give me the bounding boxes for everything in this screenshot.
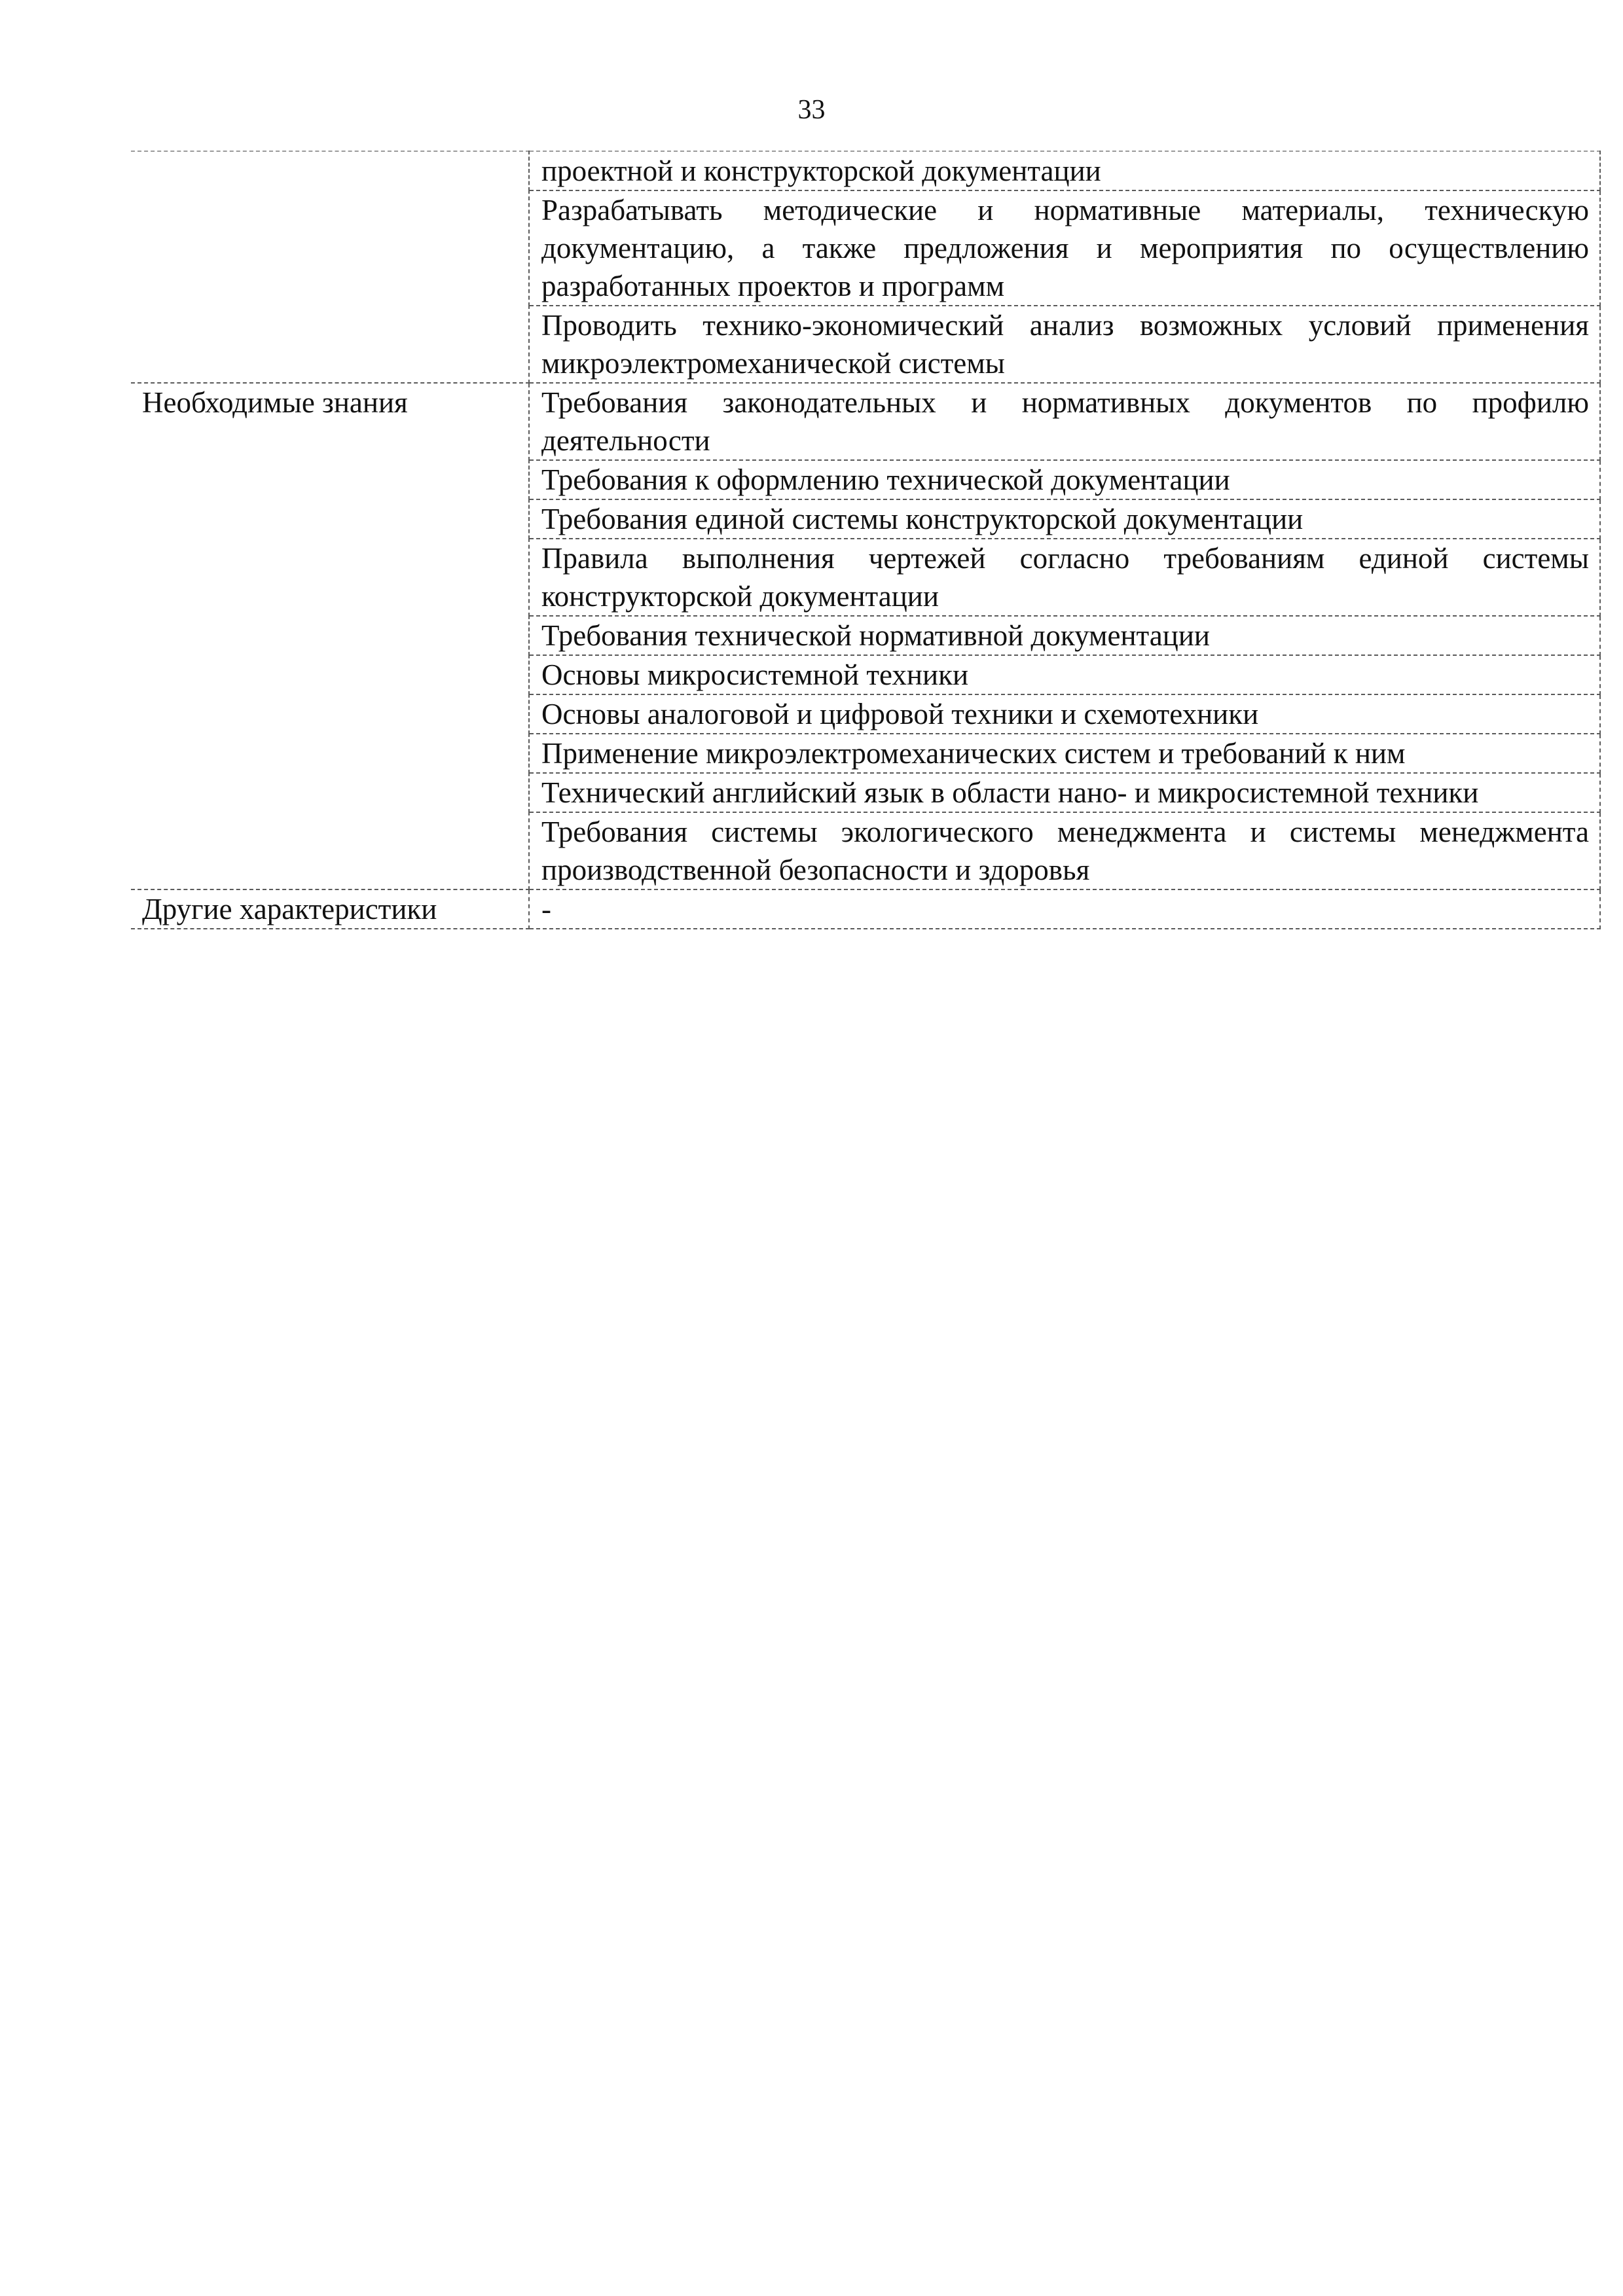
table-cell: Основы аналоговой и цифровой техники и схемотехники (529, 694, 1600, 734)
table-cell: Правила выполнения чертежей согласно требованиям единой системы конструкторской документации (529, 539, 1600, 616)
table-row (131, 383, 1600, 460)
knowledge-label: Необходимые знания (131, 383, 529, 889)
table-cell: Проводить технико-экономический анализ возможных условий применения микроэлектромеханической системы (529, 306, 1600, 383)
other-characteristics-label: Другие характеристики (131, 889, 529, 929)
profession-standard-table (131, 151, 1601, 929)
table-cell: Требования к оформлению технической документации (529, 460, 1600, 499)
table-row (131, 151, 1600, 190)
table-cell: Требования законодательных и нормативных документов по профилю деятельности (529, 383, 1600, 460)
table-cell: проектной и конструкторской документации (529, 151, 1600, 190)
page-number: 33 (797, 95, 826, 125)
table-cell: Требования технической нормативной документации (529, 616, 1600, 655)
table-cell: Основы микросистемной техники (529, 655, 1600, 694)
table-cell: Требования единой системы конструкторской документации (529, 499, 1600, 539)
table-cell: Технический английский язык в области нано- и микросистемной техники (529, 773, 1600, 812)
table-row (131, 889, 1600, 929)
table-cell: Разрабатывать методические и нормативные материалы, техническую документацию, а также предложения и мероприятия по осуществлению разработанных проектов и программ (529, 190, 1600, 306)
table-cell: Применение микроэлектромеханических систем и требований к ним (529, 734, 1600, 773)
table-cell: Требования системы экологического менеджмента и системы менеджмента производственной безопасности и здоровья (529, 812, 1600, 889)
skills-continued-label-cell (131, 151, 529, 383)
other-characteristics-value: - (529, 889, 1600, 929)
